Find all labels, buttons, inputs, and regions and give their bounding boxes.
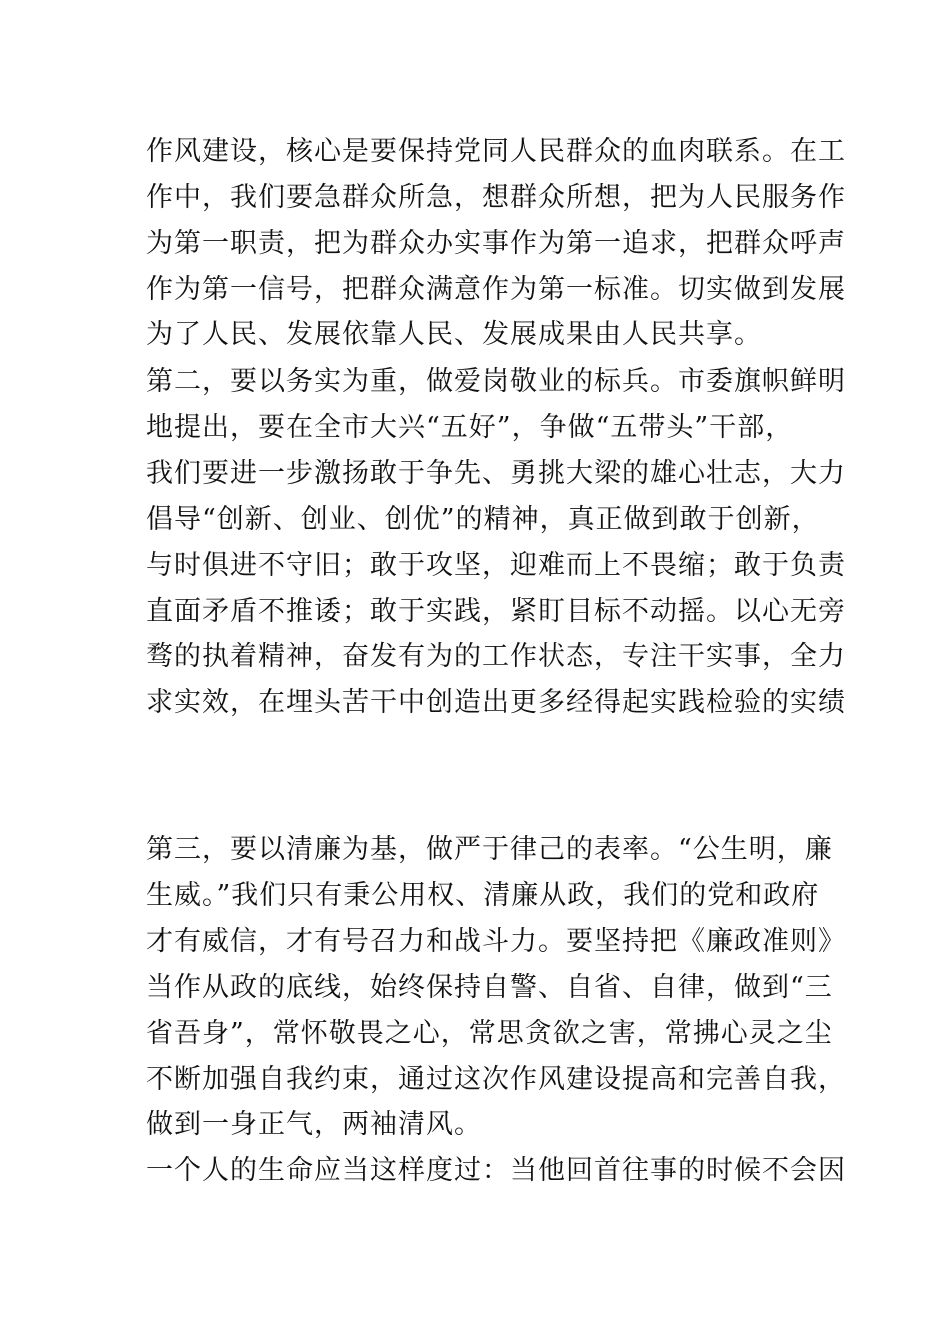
text-line: 生威。”我们只有秉公用权、清廉从政，我们的党和政府 bbox=[146, 880, 820, 911]
text-line: 骛的执着精神，奋发有为的工作状态，专注干实事，全力 bbox=[146, 641, 846, 672]
text-line: 一个人的生命应当这样度过：当他回首往事的时候不会因 bbox=[146, 1155, 846, 1186]
text-line: 作为第一信号，把群众满意作为第一标准。切实做到发展 bbox=[146, 274, 846, 305]
text-line: 作中，我们要急群众所急，想群众所想，把为人民服务作 bbox=[146, 182, 846, 213]
text-line: 直面矛盾不推诿；敢于实践，紧盯目标不动摇。以心无旁 bbox=[146, 596, 846, 627]
text-line: 第三，要以清廉为基，做严于律己的表率。“公生明，廉 bbox=[146, 834, 833, 865]
text-line: 地提出，要在全市大兴“五好”，争做“五带头”干部， bbox=[146, 412, 794, 443]
text-line: 做到一身正气，两袖清风。 bbox=[146, 1109, 482, 1140]
text-line: 为了人民、发展依靠人民、发展成果由人民共享。 bbox=[146, 319, 762, 350]
text-line: 才有威信，才有号召力和战斗力。要坚持把《廉政准则》 bbox=[146, 926, 846, 957]
blank-line bbox=[146, 737, 826, 777]
text-line: 为第一职责，把为群众办实事作为第一追求，把群众呼声 bbox=[146, 228, 846, 259]
text-line: 与时俱进不守旧；敢于攻坚，迎难而上不畏缩；敢于负责 bbox=[146, 550, 846, 581]
text-line: 省吾身”，常怀敬畏之心，常思贪欲之害，常拂心灵之尘 bbox=[146, 1018, 833, 1049]
text-line: 求实效，在埋头苦干中创造出更多经得起实践检验的实绩 bbox=[146, 687, 846, 718]
text-line: 作风建设，核心是要保持党同人民群众的血肉联系。在工 bbox=[146, 136, 846, 167]
text-line: 当作从政的底线，始终保持自警、自省、自律，做到“三 bbox=[146, 972, 833, 1003]
text-line: 不断加强自我约束，通过这次作风建设提高和完善自我， bbox=[146, 1064, 846, 1095]
text-line: 我们要进一步激扬敢于争先、勇挑大梁的雄心壮志，大力 bbox=[146, 458, 846, 489]
text-line: 第二，要以务实为重，做爱岗敬业的标兵。市委旗帜鲜明 bbox=[146, 366, 846, 397]
text-line: 倡导“创新、创业、创优”的精神，真正做到敢于创新， bbox=[146, 504, 820, 535]
